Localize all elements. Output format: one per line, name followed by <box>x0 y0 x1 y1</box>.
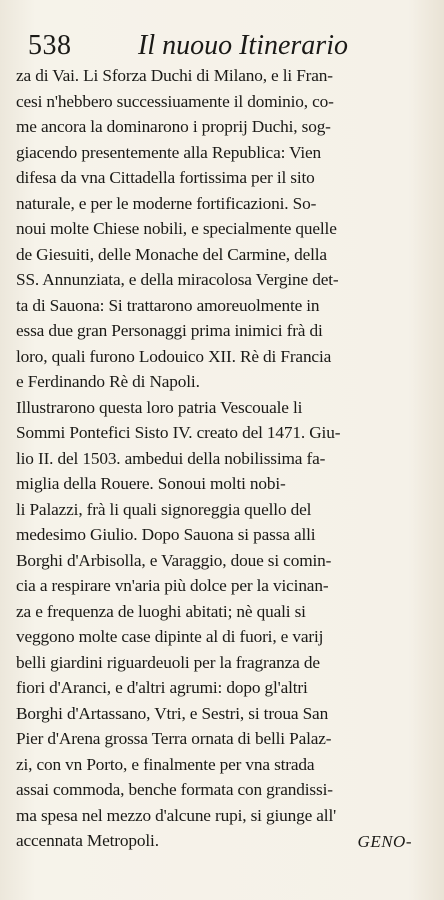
text-line: SS. Annunziata, e della miracolosa Vergine det- <box>16 270 339 289</box>
text-line: Sommi Pontefici Sisto IV. creato del 1471. Giu- <box>16 423 341 442</box>
text-line: me ancora la dominarono i proprij Duchi, sog- <box>16 117 331 136</box>
text-line: loro, quali furono Lodouico XII. Rè di Francia <box>16 346 332 366</box>
text-line: li Palazzi, frà li quali signoreggia quello del <box>16 499 312 519</box>
text-line: za e frequenza de luoghi abitati; nè quali si <box>16 601 306 621</box>
text-line: essa due gran Personaggi prima inimici frà di <box>16 321 323 340</box>
text-line: cesi n'hebbero successiuamente il dominio, co- <box>16 91 334 111</box>
text-line: lio II. del 1503. ambedui della nobilissima fa- <box>16 448 326 468</box>
page-number: 538 <box>28 30 72 61</box>
text-line: Pier d'Arena grossa Terra ornata di belli Palaz- <box>16 729 332 748</box>
text-line: za di Vai. Li Sforza Duchi di Milano, e li Fran- <box>16 66 333 85</box>
text-line: ma spesa nel mezzo d'alcune rupi, si giunge all' <box>16 805 337 825</box>
catchword: GENO- <box>357 832 412 851</box>
text-line: giacendo presentemente alla Republica: Vien <box>16 142 322 162</box>
text-line: de Giesuiti, delle Monache del Carmine, della <box>16 244 327 264</box>
text-line: Borghi d'Artassano, Vtri, e Sestri, si troua San <box>16 703 329 723</box>
text-line: zi, con vn Porto, e finalmente per vna strada <box>16 754 315 774</box>
text-line: miglia della Rouere. Sonoui molti nobi- <box>16 474 286 493</box>
text-line: cia a respirare vn'aria più dolce per la vicinan- <box>16 576 329 595</box>
text-line: veggono molte case dipinte al di fuori, e varij <box>16 627 324 646</box>
text-line: accennata Metropoli. <box>16 831 159 850</box>
running-title: Il nuouo Itinerario <box>138 30 348 61</box>
text-line: e Ferdinando Rè di Napoli. <box>16 372 200 391</box>
text-line: fiori d'Aranci, e d'altri agrumi: dopo gl'altri <box>16 678 308 697</box>
text-line: belli giardini riguardeuoli per la fragranza de <box>16 652 320 672</box>
text-line: medesimo Giulio. Dopo Sauona si passa alli <box>16 525 316 544</box>
text-line: difesa da vna Cittadella fortissima per il sito <box>16 168 315 187</box>
body-text <box>16 63 438 854</box>
text-line: Borghi d'Arbisolla, e Varaggio, doue si comin- <box>16 550 332 570</box>
text-line: Illustrarono questa loro patria Vescouale li <box>16 397 303 417</box>
text-line: naturale, e per le moderne fortificazioni. So- <box>16 193 317 213</box>
page-header <box>14 30 434 64</box>
text-line: ta di Sauona: Si trattarono amoreuolmente in <box>16 295 320 315</box>
text-line: noui molte Chiese nobili, e specialmente quelle <box>16 219 337 238</box>
text-line: assai commoda, benche formata con grandissi- <box>16 780 333 799</box>
